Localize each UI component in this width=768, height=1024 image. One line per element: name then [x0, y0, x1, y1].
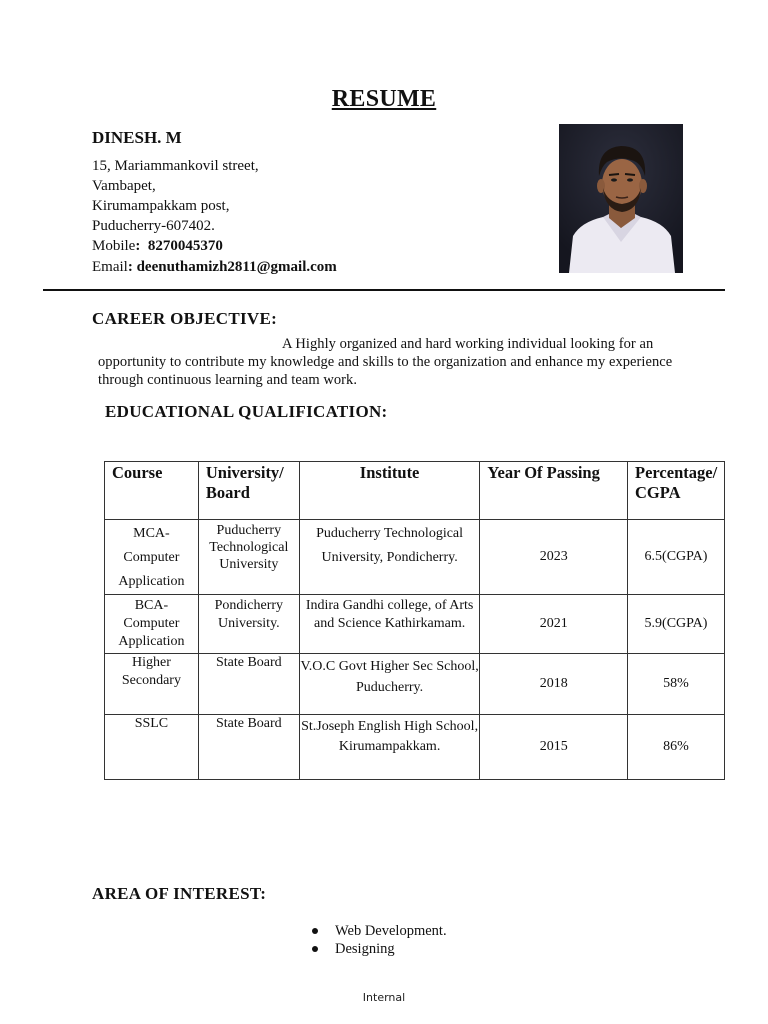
- cell-board: Puducherry Technological University: [198, 520, 299, 595]
- address-line-2: Vambapet,: [92, 178, 156, 194]
- resume-title: RESUME: [331, 86, 437, 112]
- candidate-name: DINESH. M: [92, 128, 182, 147]
- cell-institute: St.Joseph English High School, Kirumampakkam.: [299, 715, 480, 780]
- table-row: [105, 715, 725, 780]
- education-heading: EDUCATIONAL QUALIFICATION:: [105, 402, 388, 421]
- bullet-icon: [312, 946, 318, 952]
- cell-score: 5.9(CGPA): [628, 595, 725, 654]
- header-divider: [43, 289, 725, 291]
- table-row: [105, 654, 725, 715]
- list-item: Designing: [312, 940, 447, 958]
- cell-board: State Board: [198, 715, 299, 780]
- career-objective-heading: CAREER OBJECTIVE:: [92, 309, 278, 328]
- interest-list: [312, 922, 447, 958]
- table-row: [105, 595, 725, 654]
- header-score: Percentage/ CGPA: [628, 462, 725, 520]
- mobile-number: 8270045370: [147, 238, 223, 254]
- area-of-interest-heading: AREA OF INTEREST:: [92, 884, 267, 903]
- cell-year: 2021: [480, 595, 628, 654]
- list-item: Web Development.: [312, 922, 447, 940]
- address-line-3: Kirumampakkam post,: [92, 198, 230, 214]
- cell-board: Pondicherry University.: [198, 595, 299, 654]
- classification-footer: Internal: [362, 991, 406, 1004]
- mobile-line: Mobile: 8270045370: [92, 238, 223, 254]
- cell-course: MCA- Computer Application: [105, 520, 199, 595]
- cell-institute: Puducherry Technological University, Pondicherry.: [299, 520, 480, 595]
- career-objective-text: A Highly organized and hard working individual looking for an opportunity to contribute my knowledge and skills to the organization and enhance my experience through continuous learning and team work.: [98, 336, 673, 388]
- address-line-1: 15, Mariammankovil street,: [92, 158, 259, 174]
- email-label: Email: [92, 259, 128, 275]
- address-line-4: Puducherry-607402.: [92, 218, 215, 234]
- mobile-label: Mobile: [92, 238, 136, 254]
- cell-year: 2018: [480, 654, 628, 715]
- cell-course: BCA- Computer Application: [105, 595, 199, 654]
- header-institute: Institute: [299, 462, 480, 520]
- header-board: University/ Board: [198, 462, 299, 520]
- cell-score: 6.5(CGPA): [628, 520, 725, 595]
- cell-institute: V.O.C Govt Higher Sec School, Puducherry.: [299, 654, 480, 715]
- header-year: Year Of Passing: [480, 462, 628, 520]
- education-table: [104, 461, 725, 780]
- bullet-icon: [312, 928, 318, 934]
- cell-year: 2023: [480, 520, 628, 595]
- cell-course: Higher Secondary: [105, 654, 199, 715]
- profile-photo-graphic: [559, 124, 683, 273]
- table-row: [105, 520, 725, 595]
- email-address: deenuthamizh2811@gmail.com: [136, 259, 337, 275]
- cell-score: 58%: [628, 654, 725, 715]
- email-line: Email: deenuthamizh2811@gmail.com: [92, 259, 337, 275]
- header-course: Course: [105, 462, 199, 520]
- cell-score: 86%: [628, 715, 725, 780]
- table-header-row: [105, 462, 725, 520]
- cell-course: SSLC: [105, 715, 199, 780]
- cell-year: 2015: [480, 715, 628, 780]
- cell-board: State Board: [198, 654, 299, 715]
- cell-institute: Indira Gandhi college, of Arts and Science Kathirkamam.: [299, 595, 480, 654]
- profile-photo: [559, 124, 683, 273]
